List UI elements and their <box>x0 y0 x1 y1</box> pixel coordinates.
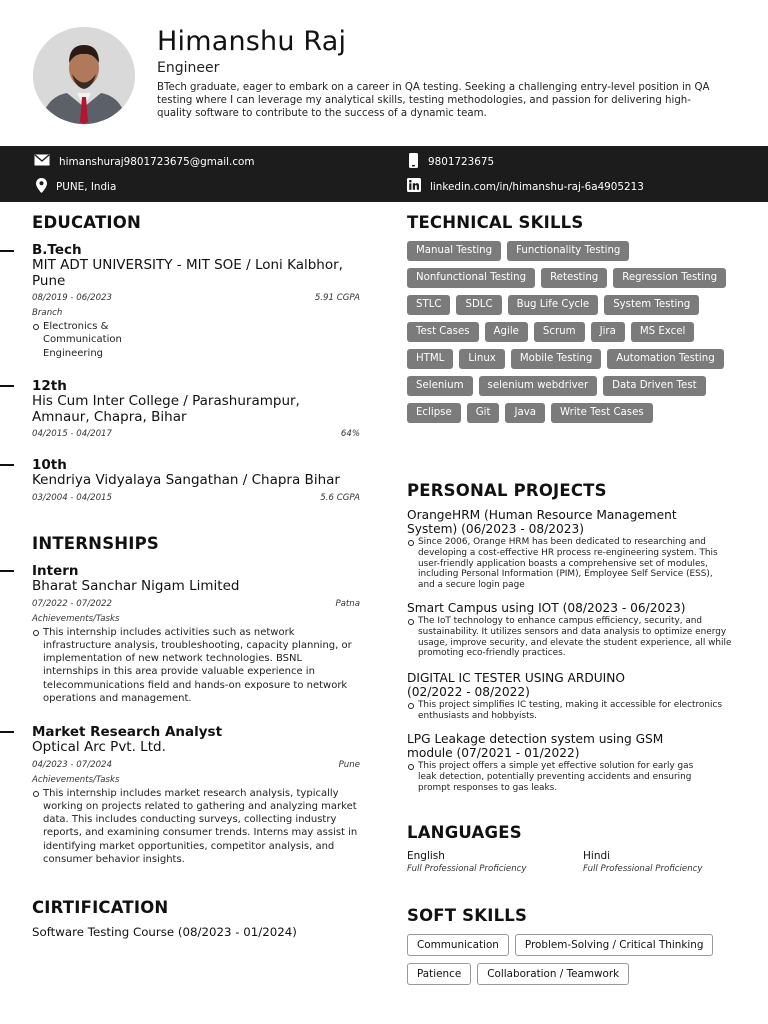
timeline-marker <box>0 464 14 466</box>
email-icon <box>34 154 50 169</box>
education-score: 5.6 CGPA <box>320 492 360 503</box>
internship-meta <box>32 599 360 609</box>
education-meta <box>32 429 360 439</box>
skill-tag: Git <box>467 403 500 423</box>
technical-skills-title: TECHNICAL SKILLS <box>407 213 584 232</box>
education-meta <box>32 493 360 503</box>
education-degree: B.Tech <box>32 242 82 258</box>
skill-tag: Jira <box>591 322 625 342</box>
education-score: 64% <box>340 429 360 439</box>
internship-entry <box>32 724 360 866</box>
education-meta <box>32 293 360 303</box>
certification-title: CIRTIFICATION <box>32 898 169 917</box>
soft-skill-tag: Communication <box>407 934 509 956</box>
project-bullets <box>407 537 727 591</box>
skill-tag: Functionality Testing <box>507 241 629 261</box>
skill-tag: Mobile Testing <box>511 349 601 369</box>
soft-skill-tag: Patience <box>407 963 471 985</box>
candidate-role: Engineer <box>157 60 220 76</box>
skill-tag: SDLC <box>456 295 501 315</box>
candidate-name: Himanshu Raj <box>157 26 347 57</box>
project-bullets <box>407 761 707 793</box>
education-school: His Cum Inter College / Parashurampur, Amnaur, Chapra, Bihar <box>32 393 300 425</box>
location-text: PUNE, India <box>56 181 117 193</box>
internship-place: Patna <box>335 598 360 609</box>
skill-tag: Nonfunctional Testing <box>407 268 535 288</box>
internships-title: INTERNSHIPS <box>32 534 159 553</box>
contact-phone[interactable] <box>408 153 494 171</box>
skill-tag: Eclipse <box>407 403 461 423</box>
skill-tag: Agile <box>485 322 528 342</box>
language-item <box>583 850 702 874</box>
linkedin-text: linkedin.com/in/himanshu-raj-6a4905213 <box>430 180 644 193</box>
project-title: OrangeHRM (Human Resource Management System) (06/2023 - 08/2023) <box>407 508 677 536</box>
profile-photo <box>33 27 135 124</box>
internship-bullets <box>32 626 360 706</box>
project-bullets-wrap <box>407 699 737 722</box>
education-title: EDUCATION <box>32 213 141 232</box>
soft-skill-list <box>407 934 737 985</box>
education-entry <box>32 242 360 360</box>
location-icon <box>36 178 47 196</box>
email-text: himanshuraj9801723675@gmail.com <box>59 155 255 168</box>
contact-email[interactable] <box>34 154 255 169</box>
internship-dates: 04/2023 - 07/2024 <box>32 759 112 770</box>
languages-title: LANGUAGES <box>407 823 522 842</box>
education-score: 5.91 CGPA <box>314 293 360 303</box>
project-bullets <box>407 616 737 659</box>
education-dates: 03/2004 - 04/2015 <box>32 492 112 503</box>
project-entry <box>407 671 657 699</box>
internship-dates: 07/2022 - 07/2022 <box>32 598 112 609</box>
contact-location <box>36 178 116 196</box>
internship-company: Optical Arc Pvt. Ltd. <box>32 739 166 755</box>
timeline-marker <box>0 385 14 387</box>
skill-tag: Test Cases <box>407 322 479 342</box>
internship-place: Pune <box>338 759 360 770</box>
project-entry <box>407 508 727 591</box>
linkedin-icon <box>407 178 421 195</box>
language-level: Full Professional Proficiency <box>583 864 703 874</box>
skill-tag: Bug Life Cycle <box>508 295 599 315</box>
internship-bullets <box>32 787 360 867</box>
timeline-marker <box>0 731 14 733</box>
education-degree: 10th <box>32 457 67 473</box>
project-title: LPG Leakage detection system using GSM module (07/2021 - 01/2022) <box>407 732 664 760</box>
list-item: Since 2006, Orange HRM has been dedicated to researching and developing a cost-effective HR process re-engineering system. This user-friendly application boasts a comprehensive set of modules, including Personal Information (PIM), Employee Self Service (ESS), and a secure login page <box>407 537 727 591</box>
project-title: DIGITAL IC TESTER USING ARDUINO (02/2022 - 08/2022) <box>407 671 625 699</box>
education-degree: 12th <box>32 378 67 394</box>
contact-linkedin[interactable] <box>407 178 644 195</box>
skill-tag: Write Test Cases <box>551 403 653 423</box>
soft-skill-tag: Collaboration / Teamwork <box>477 963 629 985</box>
project-bullets <box>407 700 737 722</box>
skill-tag: Linux <box>459 349 504 369</box>
project-entry <box>407 732 707 793</box>
skill-tag: Regression Testing <box>613 268 726 288</box>
list-item: The IoT technology to enhance campus efficiency, security, and sustainability. It utilizes sensors and data analysis to optimize energy usage, improve security, and elevate the student experience, all while promoting eco-friendly practices. <box>407 616 737 659</box>
skill-tag: selenium webdriver <box>479 376 598 396</box>
education-dates: 08/2019 - 06/2023 <box>32 293 112 303</box>
project-title: Smart Campus using IOT (08/2023 - 06/2023) <box>407 601 686 615</box>
language-item <box>407 850 526 874</box>
skill-tag: MS Excel <box>631 322 694 342</box>
skill-tag: Manual Testing <box>407 241 501 261</box>
education-school: Kendriya Vidyalaya Sangathan / Chapra Bihar <box>32 472 340 488</box>
timeline-marker <box>0 250 14 252</box>
internship-label: Achievements/Tasks <box>32 613 120 624</box>
list-item: This internship includes activities such as network infrastructure analysis, troubleshooting, capacity planning, or implementation of new network technologies. BSNL internships in this area provide valuable experience in telecommunications field and hands-on exposure to network operations and management. <box>32 626 360 706</box>
education-dates: 04/2015 - 04/2017 <box>32 429 112 439</box>
skill-tag: HTML <box>407 349 453 369</box>
internship-entry <box>32 563 360 705</box>
language-name: English <box>407 850 445 862</box>
projects-title: PERSONAL PROJECTS <box>407 481 607 500</box>
education-entry <box>32 378 360 439</box>
project-entry <box>407 601 737 659</box>
skill-tag-list <box>407 241 727 423</box>
phone-text: 9801723675 <box>428 156 495 168</box>
soft-skill-tag: Problem-Solving / Critical Thinking <box>515 934 714 956</box>
internship-company: Bharat Sanchar Nigam Limited <box>32 578 240 594</box>
internship-role: Intern <box>32 563 79 579</box>
education-bullets <box>32 320 137 360</box>
internship-label: Achievements/Tasks <box>32 774 120 785</box>
profile-summary: BTech graduate, eager to embark on a career in QA testing. Seeking a challenging entry-level position in QA testing where I can leverage my analytical skills, testing methodologies, and passion for delivering high-quality software to contribute to the success of a dynamic team. <box>157 82 710 119</box>
language-level: Full Professional Proficiency <box>407 864 527 874</box>
skill-tag: Retesting <box>541 268 607 288</box>
soft-skills-title: SOFT SKILLS <box>407 906 528 925</box>
skill-tag: Scrum <box>534 322 585 342</box>
list-item: This project offers a simple yet effective solution for early gas leak detection, potentially preventing accidents and ensuring prompt responses to gas leaks. <box>407 761 707 793</box>
timeline-marker <box>0 570 14 572</box>
education-entry <box>32 457 360 503</box>
list-item: This internship includes market research analysis, typically working on projects related to gathering and analyzing market data. This includes conducting surveys, collecting industry reports, and examining consumer trends. Interns may assist in identifying market opportunities, competitor analysis, and consumer behavior insights. <box>32 787 360 867</box>
skill-tag: Selenium <box>407 376 473 396</box>
skill-tag: System Testing <box>604 295 699 315</box>
internship-meta <box>32 760 360 770</box>
education-label: Branch <box>32 308 63 318</box>
skill-tag: Java <box>505 403 545 423</box>
skill-tag: STLC <box>407 295 450 315</box>
contact-bar <box>0 146 768 202</box>
skill-tag: Automation Testing <box>607 349 723 369</box>
phone-icon <box>408 153 419 171</box>
list-item: This project simplifies IC testing, making it accessible for electronics enthusiasts and hobbyists. <box>407 700 737 722</box>
internship-role: Market Research Analyst <box>32 724 223 740</box>
education-school: MIT ADT UNIVERSITY - MIT SOE / Loni Kalbhor, Pune <box>32 257 343 289</box>
language-name: Hindi <box>583 850 611 862</box>
skill-tag: Data Driven Test <box>603 376 705 396</box>
list-item: Electronics & Communication Engineering <box>32 320 137 360</box>
certification-text: Software Testing Course (08/2023 - 01/2024) <box>32 925 297 939</box>
